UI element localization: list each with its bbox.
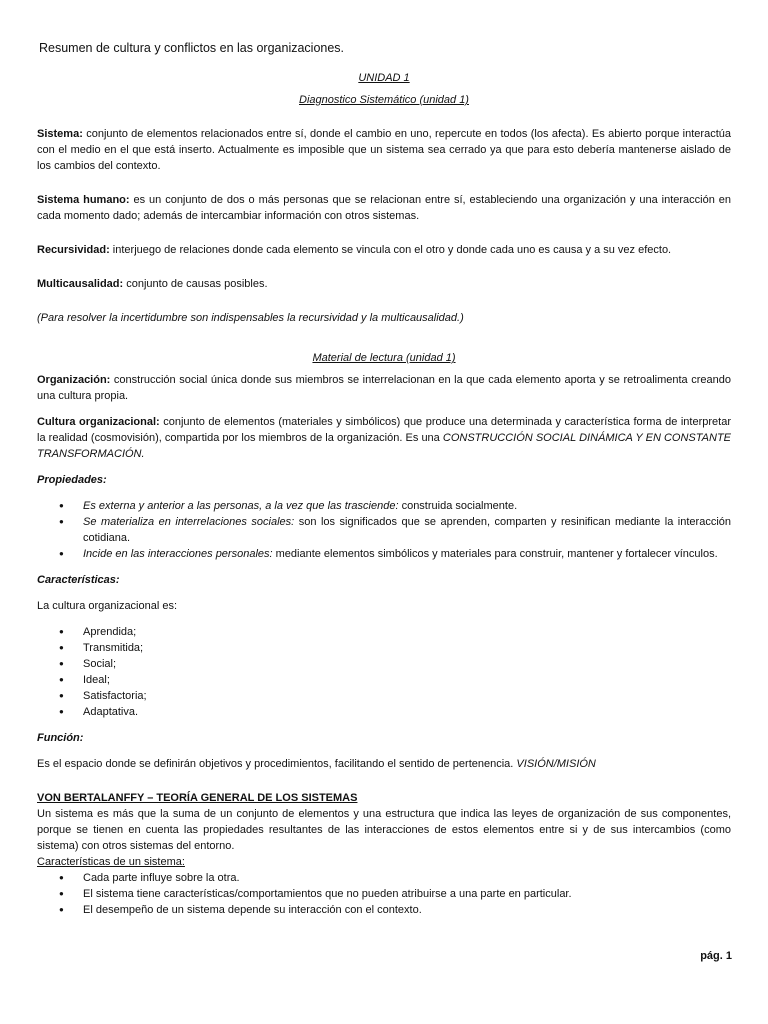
funcion-heading: Función:: [37, 732, 84, 744]
von-bertalanffy-heading: VON BERTALANFFY – TEORÍA GENERAL DE LOS SISTEMAS: [37, 792, 358, 804]
definition-recursividad: Recursividad: interjuego de relaciones donde cada elemento se vincula con el otro y donde cada uno es causa y a su vez efecto.: [37, 244, 672, 256]
von-bertalanffy-text: Un sistema es más que la suma de un conjunto de elementos y una estructura que indica las leyes de organización de sus componentes, porque se tienen en cuenta las propiedades resultantes de las interacciones de estos elementos entre si y de sus intercambios (como sistema) con otros sistemas del entorno.: [37, 808, 731, 852]
note-incertidumbre: (Para resolver la incertidumbre son indispensables la recursividad y la multicausalidad.): [37, 312, 464, 324]
list-item: ● Transmitida;: [37, 640, 731, 656]
section-heading-material: Material de lectura (unidad 1): [312, 352, 456, 364]
funcion-text: Es el espacio donde se definirán objetivos y procedimientos, facilitando el sentido de pertenencia. VISIÓN/MISIÓN: [37, 758, 596, 770]
caracteristicas-sistema-heading: Características de un sistema:: [37, 856, 185, 868]
caracteristicas-intro: La cultura organizacional es:: [37, 600, 178, 612]
definition-sistema: Sistema: conjunto de elementos relacionados entre sí, donde el cambio en uno, repercute en todos (los afecta). Es abierto porque interactúa con el medio en el que está inserto. Actualmente es imposible que un sistema sea cerrado ya que para esto debería mantenerse aislado de los cambios del contexto.: [37, 128, 731, 172]
list-item: ● Adaptativa.: [37, 704, 731, 720]
document-page: [37, 40, 731, 918]
caracteristicas-list: [37, 624, 731, 720]
definition-organizacion: Organización: construcción social única donde sus miembros se interrelacionan en la que cada elemento aporta y se retroalimenta creando una cultura propia.: [37, 374, 731, 402]
list-item: ● Satisfactoria;: [37, 688, 731, 704]
list-item: ● Social;: [37, 656, 731, 672]
list-item: ● Incide en las interacciones personales: mediante elementos simbólicos y materiales para construir, mantener y fortalecer vínculos.: [37, 546, 731, 562]
page-number: pág. 1: [700, 950, 732, 962]
propiedades-heading: Propiedades:: [37, 474, 107, 486]
definition-multicausalidad: Multicausalidad: conjunto de causas posibles.: [37, 278, 268, 290]
definition-sistema-humano: Sistema humano: es un conjunto de dos o más personas que se relacionan entre sí, estableciendo una organización y una interacción en cada momento dado; además de intercambiar información con otros sistemas.: [37, 194, 731, 222]
unit-heading: UNIDAD 1: [358, 72, 410, 84]
list-item: ● El desempeño de un sistema depende su interacción con el contexto.: [37, 902, 731, 918]
document-title: Resumen de cultura y conflictos en las organizaciones.: [39, 41, 345, 55]
list-item: ● Ideal;: [37, 672, 731, 688]
caracteristicas-sistema-list: [37, 870, 731, 918]
caracteristicas-heading: Características:: [37, 574, 120, 586]
definition-cultura-organizacional: Cultura organizacional: conjunto de elementos (materiales y simbólicos) que produce una determinada y característica forma de interpretar la realidad (cosmovisión), compartida por los miembros de la organización. Es una CONSTRUCCIÓN SOCIAL DINÁMICA Y EN CONSTANTE TRANSFORMACIÓN.: [37, 416, 732, 460]
list-item: ● Cada parte influye sobre la otra.: [37, 870, 731, 886]
list-item: ● Se materializa en interrelaciones sociales: son los significados que se aprenden, comparten y resinifican mediante la interacción cotidiana.: [37, 514, 731, 546]
section-heading-diagnostico: Diagnostico Sistemático (unidad 1): [299, 94, 469, 106]
list-item: ● El sistema tiene características/comportamientos que no pueden atribuirse a una parte en particular.: [37, 886, 731, 902]
propiedades-list: [37, 498, 731, 562]
list-item: ● Es externa y anterior a las personas, a la vez que las trasciende: construida socialmente.: [37, 498, 731, 514]
list-item: ● Aprendida;: [37, 624, 731, 640]
